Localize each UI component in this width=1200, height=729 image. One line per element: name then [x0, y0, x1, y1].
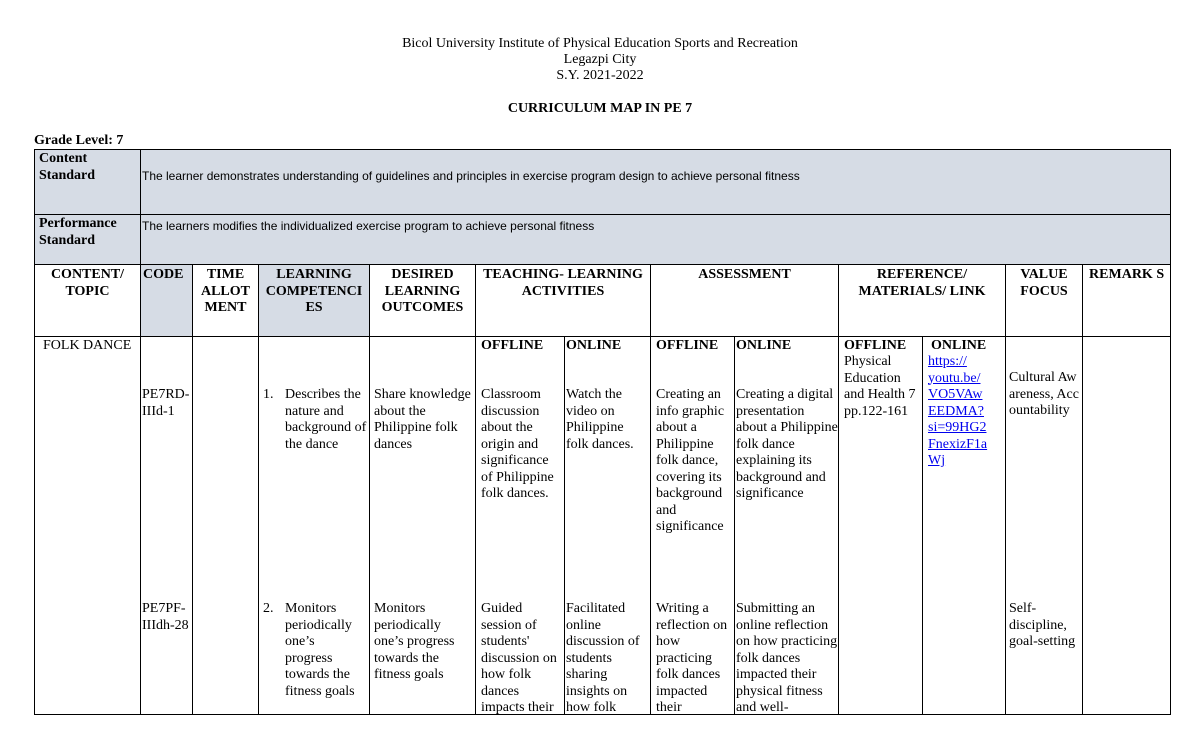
col-outcomes: DESIRED LEARNING OUTCOMES: [370, 265, 476, 337]
code-1: PE7RD-IIId-1: [142, 387, 190, 419]
col-reference: REFERENCE/ MATERIALS/ LINK: [839, 265, 1006, 337]
assessment-offline-2: Writing a reflection on how practicing folk dances impacted their: [656, 601, 728, 715]
assessment-offline-1: Creating an info graphic about a Philippine folk dance, covering its background and significance: [656, 387, 725, 534]
content-standard-row: [35, 150, 1171, 215]
assessment-offline-label: OFFLINE: [656, 338, 719, 353]
code-cell: [141, 337, 193, 715]
activity-online-cell: [565, 337, 651, 715]
outcome-1: Share knowledge about the Philippine folk dances: [374, 387, 471, 452]
remarks-cell: [1083, 337, 1171, 715]
competency-number-1: 1.: [263, 387, 274, 402]
performance-standard-label: Performance Standard: [35, 215, 141, 265]
col-time: TIME ALLOT MENT: [193, 265, 259, 337]
col-topic: CONTENT/ TOPIC: [35, 265, 141, 337]
city: Legazpi City: [563, 52, 637, 67]
content-standard-label: Content Standard: [35, 150, 141, 215]
activity-offline-cell: [476, 337, 565, 715]
activity-offline-2: Guided session of students' discussion on how folk dances impacts their: [481, 601, 557, 715]
reference-online-label: ONLINE: [931, 338, 987, 353]
code-2: PE7PF-IIIdh-28: [142, 601, 189, 633]
performance-standard-row: [35, 215, 1171, 265]
assessment-online-1: Creating a digital presentation about a Philippine folk dance explaining its background and significance: [736, 387, 838, 501]
col-activities: TEACHING- LEARNING ACTIVITIES: [476, 265, 651, 337]
time-allotment-cell: [193, 337, 259, 715]
reference-video-link[interactable]: https:// youtu.be/ VO5VAw EEDMA? si=99HG2 FnexizF1a Wj: [928, 354, 988, 468]
assessment-online-label: ONLINE: [736, 338, 792, 353]
value-focus-2: Self-discipline, goal-setting: [1009, 601, 1076, 649]
col-assessment: ASSESSMENT: [651, 265, 839, 337]
competency-number-2: 2.: [263, 601, 274, 616]
content-standard-text: The learner demonstrates understanding of guidelines and principles in exercise program design to achieve personal fitness: [141, 150, 1171, 215]
performance-standard-text: The learners modifies the individualized exercise program to achieve personal fitness: [141, 215, 1171, 265]
assessment-online-2: Submitting an online reflection on how practicing folk dances impacted their physical fitness and well-: [736, 601, 838, 715]
col-competencies: LEARNING COMPETENCI ES: [259, 265, 370, 337]
reference-offline-label: OFFLINE: [844, 338, 907, 353]
column-header-row: [35, 265, 1171, 337]
value-focus-cell: [1006, 337, 1083, 715]
document-title: CURRICULUM MAP IN PE 7: [507, 101, 693, 116]
topic-text: FOLK DANCE: [43, 338, 132, 353]
activity-offline-label: OFFLINE: [481, 338, 544, 353]
col-remarks: REMARK S: [1083, 265, 1171, 337]
curriculum-table: [34, 149, 1171, 715]
grade-level: Grade Level: 7: [34, 133, 124, 148]
competency-1: Describes the nature and background of the dance: [285, 387, 367, 452]
reference-offline-text: Physical Education and Health 7 pp.122-161: [844, 354, 916, 419]
outcome-cell: [370, 337, 476, 715]
competency-cell: [259, 337, 370, 715]
col-value-focus: VALUE FOCUS: [1006, 265, 1083, 337]
reference-online-cell: [923, 337, 1006, 715]
activity-offline-1: Classroom discussion about the origin and significance of Philippine folk dances.: [481, 387, 554, 501]
institution-name: Bicol University Institute of Physical Education Sports and Recreation: [402, 36, 798, 51]
activity-online-label: ONLINE: [566, 338, 622, 353]
col-code: CODE: [141, 265, 193, 337]
topic-cell: [35, 337, 141, 715]
competency-2: Monitors periodically one’s progress towards the fitness goals: [285, 601, 355, 699]
assessment-offline-cell: [651, 337, 735, 715]
reference-offline-cell: [839, 337, 923, 715]
outcome-2: Monitors periodically one’s progress towards the fitness goals: [374, 601, 455, 682]
activity-online-1: Watch the video on Philippine folk dances.: [566, 387, 634, 452]
assessment-online-cell: [735, 337, 839, 715]
folk-dance-row: [35, 337, 1171, 715]
school-year: S.Y. 2021-2022: [556, 68, 644, 83]
value-focus-1: Cultural Awareness, Accountability: [1009, 370, 1079, 418]
activity-online-2: Facilitated online discussion of students sharing insights on how folk: [566, 601, 640, 715]
